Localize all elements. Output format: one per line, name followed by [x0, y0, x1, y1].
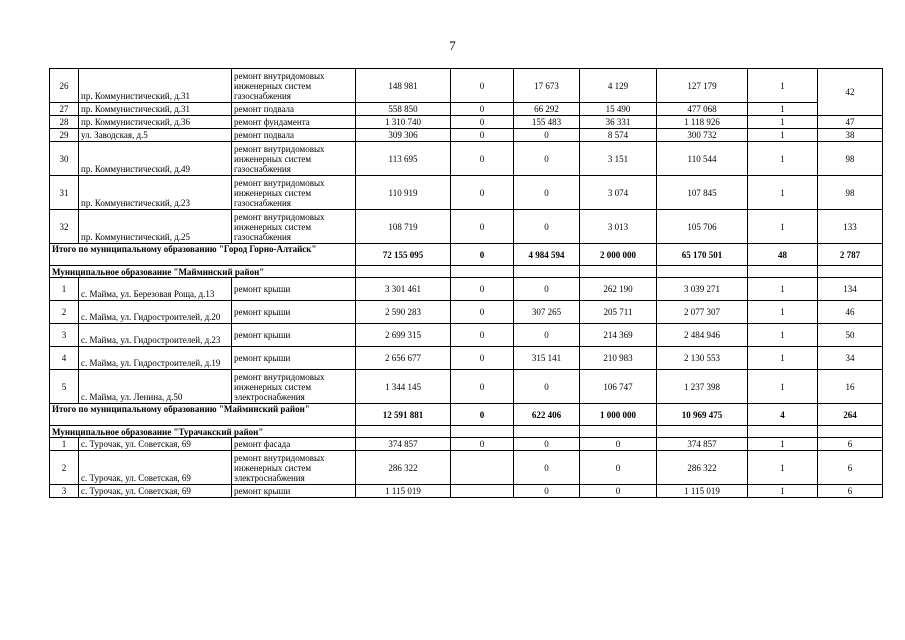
table-row [50, 324, 883, 347]
work-type-cell: ремонт крыши [232, 324, 356, 347]
federal-funds-cell: 0 [451, 69, 514, 103]
owner-funds-cell: 286 322 [657, 451, 748, 485]
empty-cell [514, 266, 580, 278]
resident-count-cell: 46 [818, 301, 883, 324]
local-funds-cell: 210 983 [580, 347, 657, 370]
total-cost-cell: 110 919 [356, 176, 451, 210]
regional-funds-cell: 622 406 [514, 404, 580, 426]
owner-funds-cell: 10 969 475 [657, 404, 748, 426]
total-cost-cell: 12 591 881 [356, 404, 451, 426]
empty-cell [356, 266, 451, 278]
row-number-cell: 30 [50, 142, 79, 176]
owner-funds-cell: 127 179 [657, 69, 748, 103]
local-funds-cell: 8 574 [580, 129, 657, 142]
table-row [50, 451, 883, 485]
federal-funds-cell: 0 [451, 404, 514, 426]
federal-funds-cell: 0 [451, 438, 514, 451]
row-number-cell: 3 [50, 485, 79, 498]
table-row [50, 438, 883, 451]
total-cost-cell: 1 310 740 [356, 116, 451, 129]
address-cell: с. Майма, ул. Березовая Роща, д.13 [79, 278, 232, 301]
empty-cell [818, 266, 883, 278]
empty-cell [514, 426, 580, 438]
owner-funds-cell: 2 130 553 [657, 347, 748, 370]
house-count-cell: 1 [748, 210, 818, 244]
row-number-cell: 2 [50, 451, 79, 485]
federal-funds-cell: 0 [451, 210, 514, 244]
row-number-cell: 29 [50, 129, 79, 142]
local-funds-cell: 0 [580, 451, 657, 485]
section-header-row [50, 266, 883, 278]
empty-cell [356, 426, 451, 438]
row-number-cell: 26 [50, 69, 79, 103]
local-funds-cell: 15 490 [580, 103, 657, 116]
owner-funds-cell: 477 068 [657, 103, 748, 116]
address-cell: с. Турочак, ул. Советская, 69 [79, 451, 232, 485]
table-row [50, 142, 883, 176]
local-funds-cell: 3 151 [580, 142, 657, 176]
work-type-cell: ремонт внутридомовых инженерных систем газоснабжения [232, 176, 356, 210]
empty-cell [748, 426, 818, 438]
owner-funds-cell: 105 706 [657, 210, 748, 244]
row-number-cell: 32 [50, 210, 79, 244]
owner-funds-cell: 1 115 019 [657, 485, 748, 498]
local-funds-cell: 0 [580, 485, 657, 498]
empty-cell [580, 426, 657, 438]
local-funds-cell: 106 747 [580, 370, 657, 404]
total-cost-cell: 2 656 677 [356, 347, 451, 370]
row-number-cell: 4 [50, 347, 79, 370]
table-row [50, 129, 883, 142]
regional-funds-cell: 0 [514, 485, 580, 498]
house-count-cell: 1 [748, 129, 818, 142]
regional-funds-cell: 0 [514, 324, 580, 347]
row-number-cell: 1 [50, 278, 79, 301]
owner-funds-cell: 3 039 271 [657, 278, 748, 301]
row-number-cell: 5 [50, 370, 79, 404]
house-count-cell: 1 [748, 438, 818, 451]
address-cell: с. Турочак, ул. Советская, 69 [79, 438, 232, 451]
table-row [50, 103, 883, 116]
total-cost-cell: 72 155 095 [356, 244, 451, 266]
total-cost-cell: 309 306 [356, 129, 451, 142]
house-count-cell: 1 [748, 347, 818, 370]
total-row [50, 404, 883, 426]
regional-funds-cell: 0 [514, 370, 580, 404]
regional-funds-cell: 66 292 [514, 103, 580, 116]
resident-count-cell: 34 [818, 347, 883, 370]
local-funds-cell: 205 711 [580, 301, 657, 324]
resident-count-cell: 264 [818, 404, 883, 426]
page-number: 7 [449, 38, 456, 53]
local-funds-cell: 1 000 000 [580, 404, 657, 426]
local-funds-cell: 3 013 [580, 210, 657, 244]
work-type-cell: ремонт крыши [232, 347, 356, 370]
house-count-cell: 1 [748, 142, 818, 176]
resident-count-cell: 16 [818, 370, 883, 404]
address-cell: с. Майма, ул. Гидростроителей, д.23 [79, 324, 232, 347]
section-label-cell: Муниципальное образование "Майминский район" [50, 266, 356, 278]
regional-funds-cell: 0 [514, 142, 580, 176]
owner-funds-cell: 2 077 307 [657, 301, 748, 324]
total-label-cell: Итого по муниципальному образованию "Город Горно-Алтайск" [50, 244, 356, 266]
house-count-cell: 1 [748, 69, 818, 103]
resident-count-cell: 6 [818, 485, 883, 498]
table-row [50, 485, 883, 498]
owner-funds-cell: 300 732 [657, 129, 748, 142]
section-label-cell: Муниципальное образование "Турачакский район" [50, 426, 356, 438]
resident-count-cell: 47 [818, 116, 883, 129]
regional-funds-cell: 0 [514, 129, 580, 142]
regional-funds-cell: 0 [514, 451, 580, 485]
federal-funds-cell: 0 [451, 142, 514, 176]
table-row [50, 176, 883, 210]
work-type-cell: ремонт внутридомовых инженерных систем газоснабжения [232, 142, 356, 176]
address-cell: пр. Коммунистический, д.31 [79, 103, 232, 116]
table-row [50, 69, 883, 103]
owner-funds-cell: 1 118 926 [657, 116, 748, 129]
owner-funds-cell: 110 544 [657, 142, 748, 176]
work-type-cell: ремонт крыши [232, 301, 356, 324]
federal-funds-cell: 0 [451, 370, 514, 404]
address-cell: пр. Коммунистический, д.36 [79, 116, 232, 129]
table-row [50, 347, 883, 370]
address-cell: пр. Коммунистический, д.25 [79, 210, 232, 244]
regional-funds-cell: 0 [514, 438, 580, 451]
housing-repair-table [49, 68, 883, 498]
federal-funds-cell: 0 [451, 244, 514, 266]
house-count-cell: 1 [748, 116, 818, 129]
row-number-cell: 2 [50, 301, 79, 324]
federal-funds-cell: 0 [451, 176, 514, 210]
resident-count-cell: 134 [818, 278, 883, 301]
house-count-cell: 1 [748, 324, 818, 347]
local-funds-cell: 0 [580, 438, 657, 451]
federal-funds-cell [451, 485, 514, 498]
address-cell: пр. Коммунистический, д.23 [79, 176, 232, 210]
resident-count-cell: 38 [818, 129, 883, 142]
row-number-cell: 31 [50, 176, 79, 210]
address-cell: с. Майма, ул. Ленина, д.50 [79, 370, 232, 404]
resident-count-cell: 42 [818, 69, 883, 116]
table-row [50, 116, 883, 129]
local-funds-cell: 214 369 [580, 324, 657, 347]
empty-cell [748, 266, 818, 278]
total-cost-cell: 286 322 [356, 451, 451, 485]
owner-funds-cell: 2 484 946 [657, 324, 748, 347]
row-number-cell: 27 [50, 103, 79, 116]
regional-funds-cell: 0 [514, 278, 580, 301]
work-type-cell: ремонт крыши [232, 278, 356, 301]
total-cost-cell: 3 301 461 [356, 278, 451, 301]
house-count-cell: 1 [748, 278, 818, 301]
regional-funds-cell: 315 141 [514, 347, 580, 370]
total-row [50, 244, 883, 266]
work-type-cell: ремонт внутридомовых инженерных систем электроснабжения [232, 370, 356, 404]
federal-funds-cell: 0 [451, 301, 514, 324]
federal-funds-cell: 0 [451, 347, 514, 370]
table-row [50, 210, 883, 244]
local-funds-cell: 36 331 [580, 116, 657, 129]
empty-cell [580, 266, 657, 278]
section-header-row [50, 426, 883, 438]
total-cost-cell: 374 857 [356, 438, 451, 451]
work-type-cell: ремонт внутридомовых инженерных систем газоснабжения [232, 210, 356, 244]
empty-cell [657, 266, 748, 278]
local-funds-cell: 262 190 [580, 278, 657, 301]
total-cost-cell: 108 719 [356, 210, 451, 244]
owner-funds-cell: 65 170 501 [657, 244, 748, 266]
address-cell: с. Майма, ул. Гидростроителей, д.19 [79, 347, 232, 370]
resident-count-cell: 6 [818, 438, 883, 451]
regional-funds-cell: 17 673 [514, 69, 580, 103]
regional-funds-cell: 155 483 [514, 116, 580, 129]
local-funds-cell: 4 129 [580, 69, 657, 103]
federal-funds-cell: 0 [451, 116, 514, 129]
resident-count-cell: 6 [818, 451, 883, 485]
house-count-cell: 1 [748, 176, 818, 210]
table-row [50, 278, 883, 301]
empty-cell [451, 266, 514, 278]
table-row [50, 301, 883, 324]
total-cost-cell: 558 850 [356, 103, 451, 116]
empty-cell [657, 426, 748, 438]
empty-cell [818, 426, 883, 438]
address-cell: ул. Заводская, д.5 [79, 129, 232, 142]
house-count-cell: 1 [748, 485, 818, 498]
total-cost-cell: 1 344 145 [356, 370, 451, 404]
regional-funds-cell: 307 265 [514, 301, 580, 324]
house-count-cell: 1 [748, 103, 818, 116]
federal-funds-cell: 0 [451, 278, 514, 301]
work-type-cell: ремонт подвала [232, 103, 356, 116]
regional-funds-cell: 0 [514, 176, 580, 210]
total-cost-cell: 2 699 315 [356, 324, 451, 347]
address-cell: с. Майма, ул. Гидростроителей, д.20 [79, 301, 232, 324]
resident-count-cell: 133 [818, 210, 883, 244]
local-funds-cell: 3 074 [580, 176, 657, 210]
row-number-cell: 1 [50, 438, 79, 451]
house-count-cell: 1 [748, 370, 818, 404]
row-number-cell: 28 [50, 116, 79, 129]
house-count-cell: 48 [748, 244, 818, 266]
owner-funds-cell: 107 845 [657, 176, 748, 210]
work-type-cell: ремонт фасада [232, 438, 356, 451]
total-label-cell: Итого по муниципальному образованию "Майминский район" [50, 404, 356, 426]
work-type-cell: ремонт крыши [232, 485, 356, 498]
house-count-cell: 1 [748, 301, 818, 324]
owner-funds-cell: 374 857 [657, 438, 748, 451]
resident-count-cell: 98 [818, 142, 883, 176]
table-row [50, 370, 883, 404]
total-cost-cell: 2 590 283 [356, 301, 451, 324]
regional-funds-cell: 4 984 594 [514, 244, 580, 266]
federal-funds-cell: 0 [451, 324, 514, 347]
house-count-cell: 4 [748, 404, 818, 426]
resident-count-cell: 98 [818, 176, 883, 210]
resident-count-cell: 2 787 [818, 244, 883, 266]
regional-funds-cell: 0 [514, 210, 580, 244]
owner-funds-cell: 1 237 398 [657, 370, 748, 404]
local-funds-cell: 2 000 000 [580, 244, 657, 266]
total-cost-cell: 113 695 [356, 142, 451, 176]
work-type-cell: ремонт внутридомовых инженерных систем газоснабжения [232, 69, 356, 103]
address-cell: пр. Коммунистический, д.31 [79, 69, 232, 103]
total-cost-cell: 1 115 019 [356, 485, 451, 498]
work-type-cell: ремонт подвала [232, 129, 356, 142]
address-cell: пр. Коммунистический, д.49 [79, 142, 232, 176]
empty-cell [451, 426, 514, 438]
federal-funds-cell: 0 [451, 129, 514, 142]
federal-funds-cell: 0 [451, 103, 514, 116]
house-count-cell: 1 [748, 451, 818, 485]
federal-funds-cell [451, 451, 514, 485]
address-cell: с. Турочак, ул. Советская, 69 [79, 485, 232, 498]
work-type-cell: ремонт фундамента [232, 116, 356, 129]
row-number-cell: 3 [50, 324, 79, 347]
work-type-cell: ремонт внутридомовых инженерных систем электроснабжения [232, 451, 356, 485]
resident-count-cell: 50 [818, 324, 883, 347]
total-cost-cell: 148 981 [356, 69, 451, 103]
